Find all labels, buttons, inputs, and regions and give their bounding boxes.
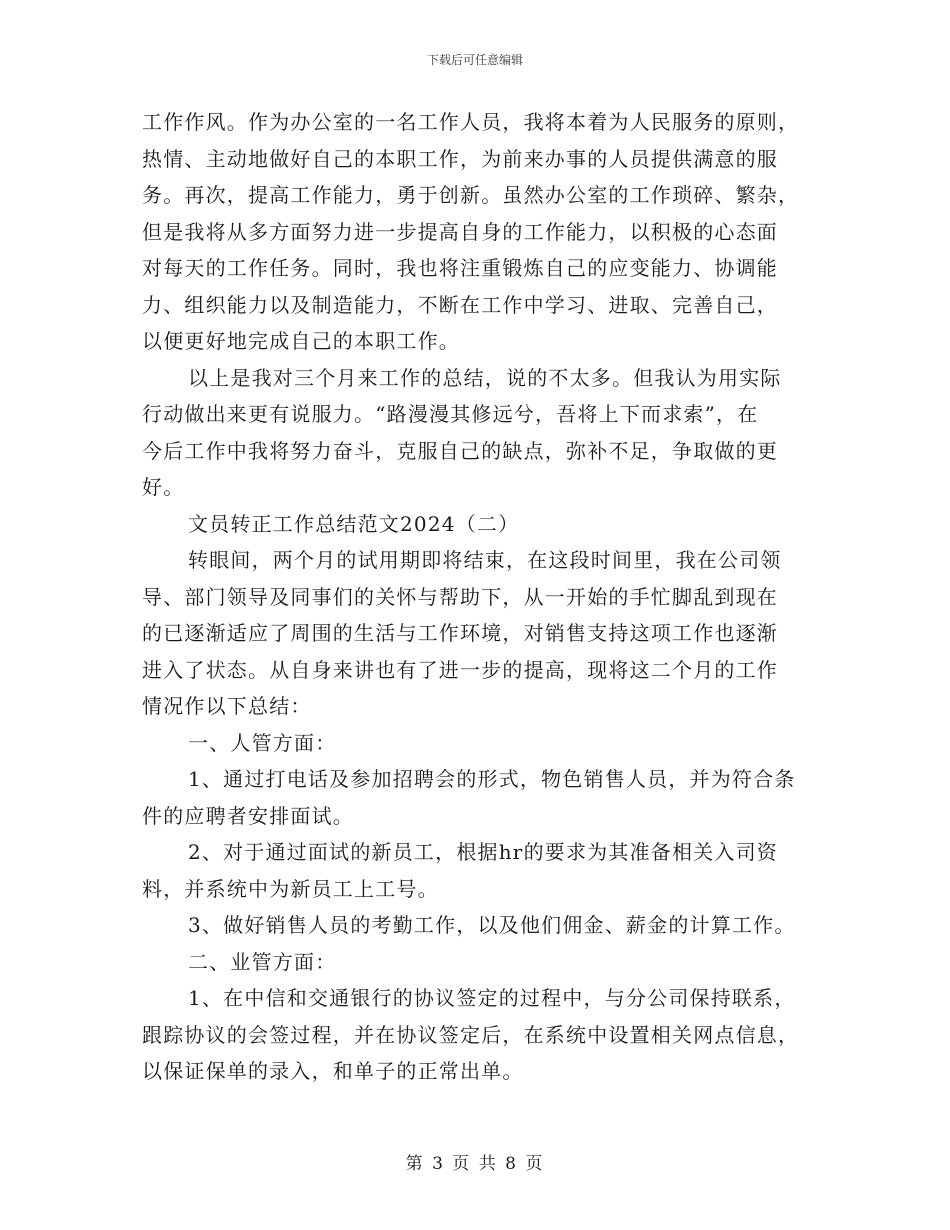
text-line: 导、部门领导及同事们的关怀与帮助下，从一开始的手忙脚乱到现在: [142, 584, 778, 609]
text-line: 行动做出来更有说服力。“路漫漫其修远兮，吾将上下而求索”，在: [142, 402, 759, 426]
text-line: 好。: [142, 475, 185, 499]
text-line: 转眼间，两个月的试用期即将结束，在这段时间里，我在公司领: [188, 548, 782, 572]
text-line: 3、做好销售人员的考勤工作，以及他们佣金、薪金的计算工作。: [188, 913, 796, 937]
text-line: 件的应聘者安排面试。: [142, 803, 354, 828]
text-line: 以上是我对三个月来工作的总结，说的不太多。但我认为用实际: [188, 365, 782, 390]
text-line: 以保证保单的录入，和单子的正常出单。: [142, 1059, 524, 1083]
text-line: 1、通过打电话及参加招聘会的形式，物色销售人员，并为符合条: [188, 767, 796, 791]
text-line: 二、业管方面：: [188, 949, 337, 974]
text-line: 热情、主动地做好自己的本职工作，为前来办事的人员提供满意的服: [142, 146, 778, 171]
text-line: 文员转正工作总结范文2024（二）: [188, 511, 520, 536]
text-line: 1、在中信和交通银行的协议签定的过程中，与分公司保持联系，: [188, 986, 796, 1010]
text-line: 但是我将从多方面努力进一步提高自身的工作能力，以积极的心态面: [142, 219, 778, 244]
text-line: 力、组织能力以及制造能力，不断在工作中学习、进取、完善自己，: [142, 292, 778, 317]
page-header: 下载后可任意编辑: [426, 53, 523, 67]
text-line: 务。再次，提高工作能力，勇于创新。虽然办公室的工作琐碎、繁杂，: [142, 183, 800, 207]
text-line: 一、人管方面：: [188, 730, 337, 755]
text-line: 情况作以下总结：: [142, 694, 312, 718]
text-line: 工作作风。作为办公室的一名工作人员，我将本着为人民服务的原则，: [142, 110, 800, 134]
text-line: 的已逐渐适应了周围的生活与工作环境，对销售支持这项工作也逐渐: [142, 621, 778, 645]
text-line: 今后工作中我将努力奋斗，克服自己的缺点，弥补不足，争取做的更: [142, 438, 778, 463]
text-line: 跟踪协议的会签过程，并在协议签定后，在系统中设置相关网点信息，: [142, 1022, 800, 1047]
text-line: 对每天的工作任务。同时，我也将注重锻炼自己的应变能力、协调能: [142, 256, 778, 280]
text-line: 料，并系统中为新员工上工号。: [142, 876, 439, 901]
text-line: 以便更好地完成自己的本职工作。: [142, 329, 460, 353]
document-body: [142, 104, 812, 1090]
page-footer: 第 3 页 共 8 页: [405, 1154, 545, 1174]
text-line: 进入了状态。从自身来讲也有了进一步的提高，现将这二个月的工作: [142, 657, 778, 682]
text-line: 2、对于通过面试的新员工，根据hr的要求为其准备相关入司资: [188, 840, 778, 864]
